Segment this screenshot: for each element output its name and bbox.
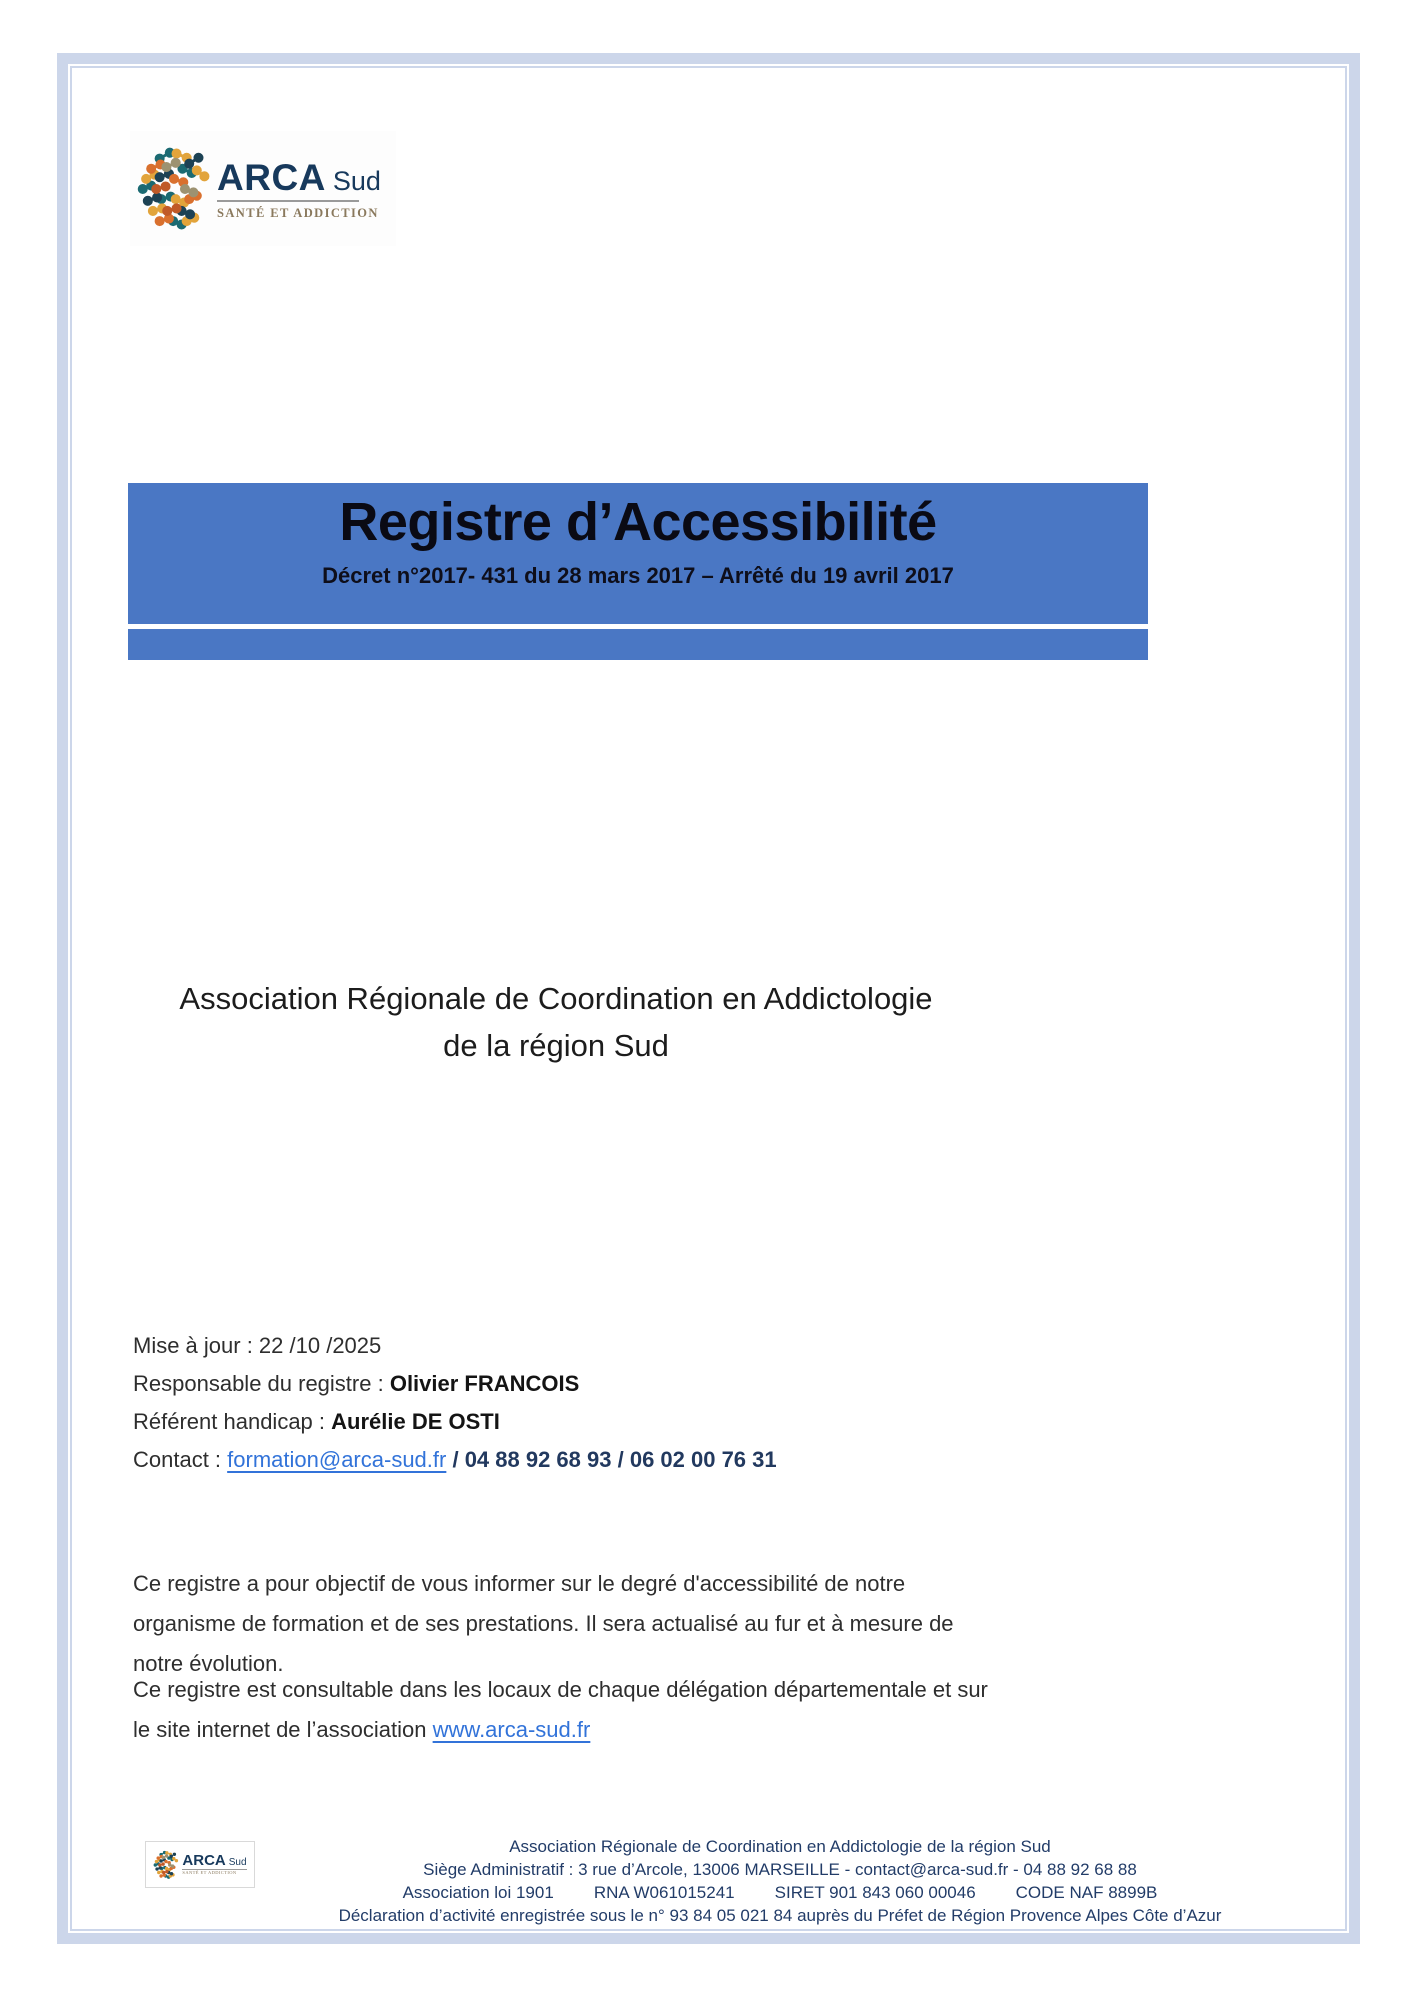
footer-declaration-line: Déclaration d’activité enregistrée sous le n° 93 84 05 021 84 auprès du Préfet de Région Provence Alpes Côte d’Azur (338, 1906, 1222, 1925)
logo-text (217, 157, 381, 221)
responsable-line (133, 1365, 777, 1403)
arca-sud-logo (130, 131, 396, 246)
footer-naf: CODE NAF 8899B (1015, 1883, 1158, 1902)
contact-phones: 04 88 92 68 93 / 06 02 00 76 31 (464, 1447, 777, 1472)
document-subtitle: Décret n°2017- 431 du 28 mars 2017 – Arrêté du 19 avril 2017 (322, 563, 954, 588)
availability-text: Ce registre est consultable dans les locaux de chaque délégation départementale et sur le site internet de l’association (133, 1677, 988, 1742)
footer-molecule-icon (153, 1850, 179, 1880)
website-link[interactable]: www.arca-sud.fr (432, 1717, 591, 1742)
footer-logo-text (182, 1853, 246, 1876)
footer-logo (145, 1841, 255, 1888)
footer-logo-tagline: SANTÉ ET ADDICTION (182, 1870, 237, 1876)
responsable-label: Responsable du registre : (133, 1371, 390, 1396)
molecule-logo-icon (136, 146, 212, 232)
footer-text (270, 1835, 1290, 1927)
footer-address-line: Siège Administratif : 3 rue d’Arcole, 13006 MARSEILLE - contact@arca-sud.fr - 04 88 92 68 88 (423, 1860, 1137, 1879)
referent-label: Référent handicap : (133, 1409, 332, 1434)
registry-info (133, 1327, 777, 1479)
footer-rna: RNA W061015241 (593, 1883, 735, 1902)
footer-loi: Association loi 1901 (402, 1883, 554, 1902)
footer-association-line: Association Régionale de Coordination en Addictologie de la région Sud (509, 1837, 1051, 1856)
title-banner (128, 483, 1148, 624)
footer-siret: SIRET 901 843 060 00046 (774, 1883, 976, 1902)
availability-paragraph (133, 1670, 999, 1750)
logo-brand-suffix: Sud (332, 165, 381, 196)
banner-strip (128, 629, 1148, 660)
contact-label: Contact : (133, 1447, 228, 1472)
referent-line (133, 1403, 777, 1441)
purpose-paragraph: Ce registre a pour objectif de vous informer sur le degré d'accessibilité de notre organisme de formation et de ses prestations. Il sera actualisé au fur et à mesure de notre évolution. (133, 1571, 954, 1676)
association-heading-line2: de la région Sud (443, 1028, 669, 1063)
contact-separator: / (446, 1447, 465, 1472)
association-heading-line1: Association Régionale de Coordination en Addictologie (179, 981, 933, 1016)
logo-divider (217, 200, 359, 202)
footer-logo-suffix: Sud (228, 1857, 247, 1869)
responsable-name: Olivier FRANCOIS (389, 1371, 580, 1396)
contact-line (133, 1441, 777, 1479)
updated-line: Mise à jour : 22 /10 /2025 (133, 1333, 382, 1358)
logo-tagline: SANTÉ ET ADDICTION (217, 205, 379, 220)
document-title: Registre d’Accessibilité (339, 492, 937, 552)
association-heading (128, 975, 984, 1069)
contact-email-link[interactable]: formation@arca-sud.fr (227, 1447, 447, 1472)
referent-name: Aurélie DE OSTI (331, 1409, 500, 1434)
logo-brand: ARCA (217, 156, 326, 198)
footer-registration-line (270, 1881, 1290, 1904)
footer-logo-brand: ARCA (182, 1852, 226, 1870)
